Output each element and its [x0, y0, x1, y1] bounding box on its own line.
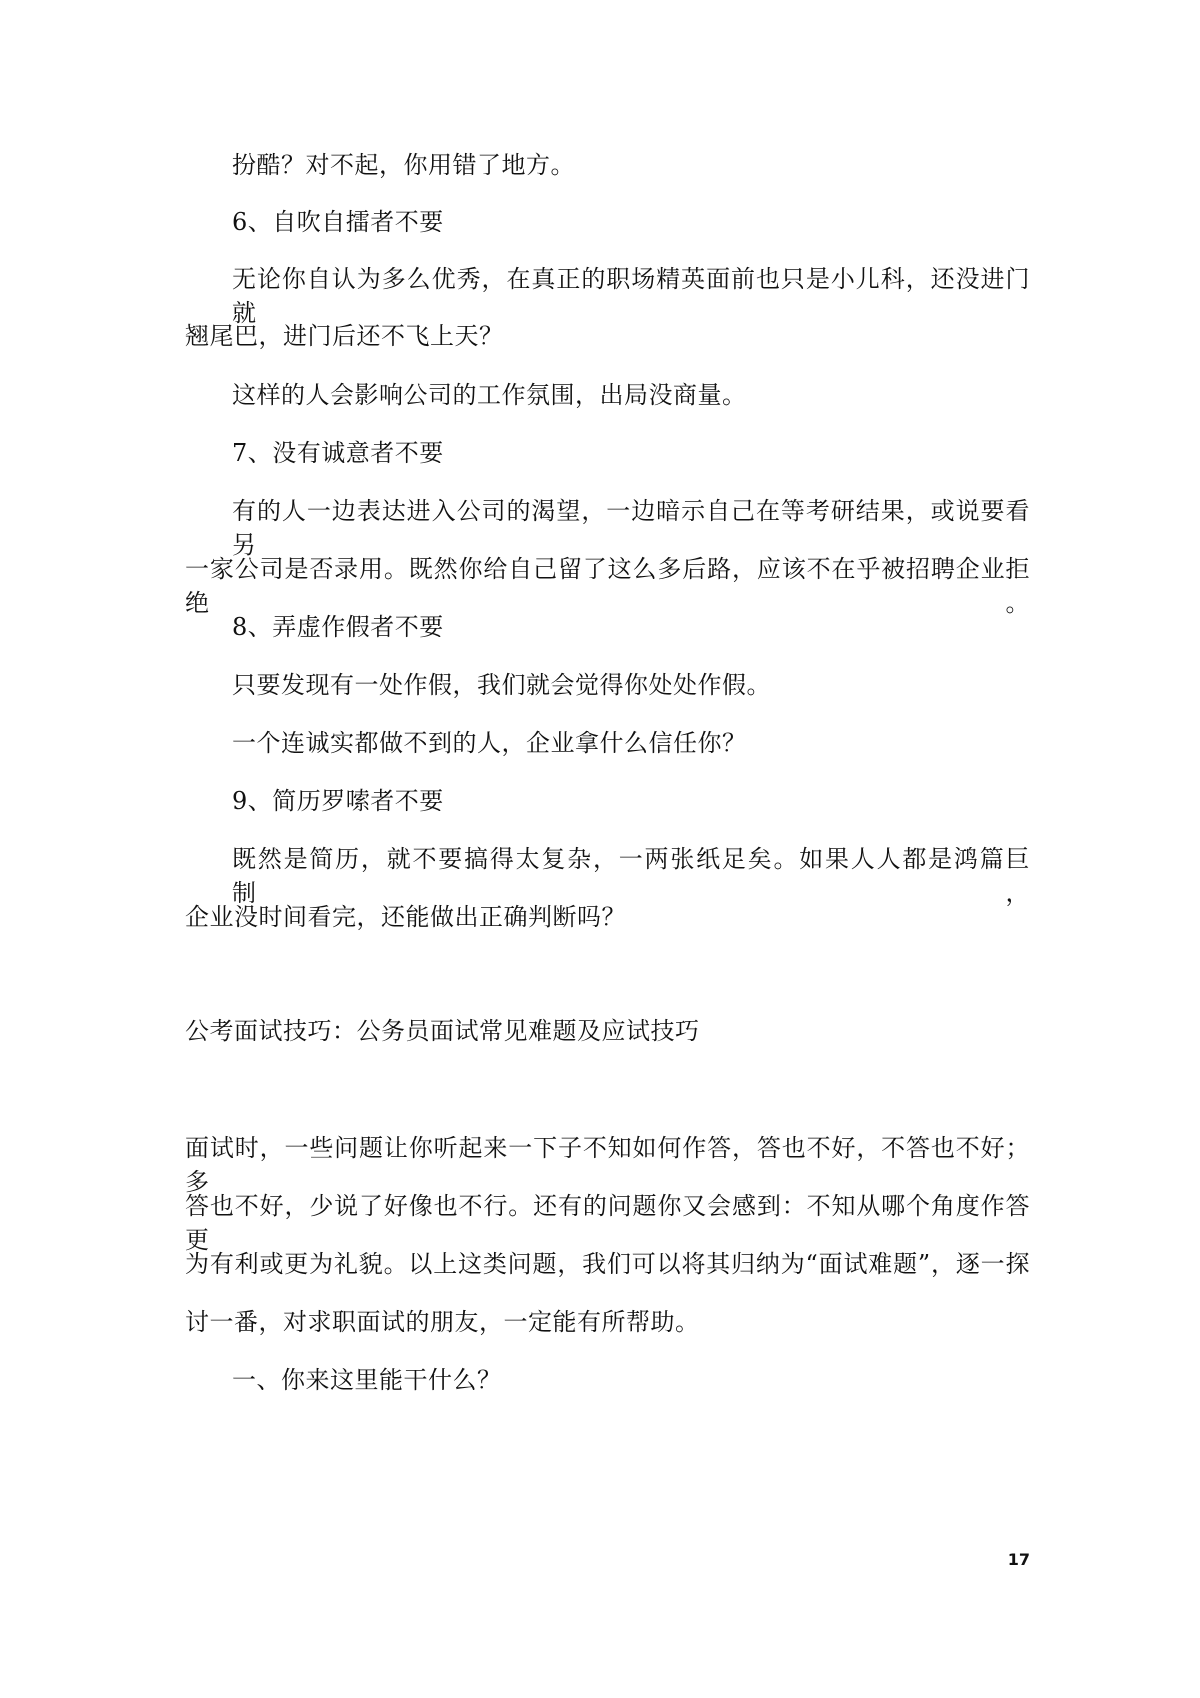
body-paragraph-line: 企业没时间看完，还能做出正确判断吗？ — [185, 903, 626, 931]
body-paragraph-line: 翘尾巴，进门后还不飞上天？ — [185, 322, 504, 350]
body-paragraph-line: 一家公司是否录用。既然你给自己留了这么多后路，应该不在乎被招聘企业拒绝。 — [185, 555, 1030, 617]
section-heading-9: 9、简历罗嗦者不要 — [232, 787, 444, 815]
page-number: 17 — [1007, 1550, 1030, 1569]
body-paragraph-line: 扮酷？对不起，你用错了地方。 — [232, 151, 575, 179]
body-paragraph-line: 只要发现有一处作假，我们就会觉得你处处作假。 — [232, 671, 771, 699]
body-paragraph-line: 这样的人会影响公司的工作氛围，出局没商量。 — [232, 381, 747, 409]
body-paragraph-line: 无论你自认为多么优秀，在真正的职场精英面前也只是小儿科，还没进门就 — [232, 265, 1030, 327]
body-paragraph-line: 既然是简历，就不要搞得太复杂，一两张纸足矣。如果人人都是鸿篇巨制， — [232, 845, 1030, 907]
section-heading-7: 7、没有诚意者不要 — [232, 439, 444, 467]
body-paragraph-line: 讨一番，对求职面试的朋友，一定能有所帮助。 — [185, 1308, 700, 1336]
body-paragraph-line: 面试时，一些问题让你听起来一下子不知如何作答，答也不好，不答也不好；多 — [185, 1134, 1030, 1196]
article-title: 公考面试技巧：公务员面试常见难题及应试技巧 — [185, 1017, 700, 1045]
body-paragraph-line: 有的人一边表达进入公司的渴望，一边暗示自己在等考研结果，或说要看另 — [232, 497, 1030, 559]
section-heading-8: 8、弄虚作假者不要 — [232, 613, 444, 641]
body-paragraph-line: 为有利或更为礼貌。以上这类问题，我们可以将其归纳为“面试难题”，逐一探 — [185, 1250, 1030, 1278]
body-paragraph-line: 一个连诚实都做不到的人，企业拿什么信任你？ — [232, 729, 747, 757]
body-paragraph-line: 答也不好，少说了好像也不行。还有的问题你又会感到：不知从哪个角度作答更 — [185, 1192, 1030, 1254]
section-heading-6: 6、自吹自擂者不要 — [232, 208, 444, 236]
question-heading: 一、你来这里能干什么？ — [232, 1366, 502, 1394]
